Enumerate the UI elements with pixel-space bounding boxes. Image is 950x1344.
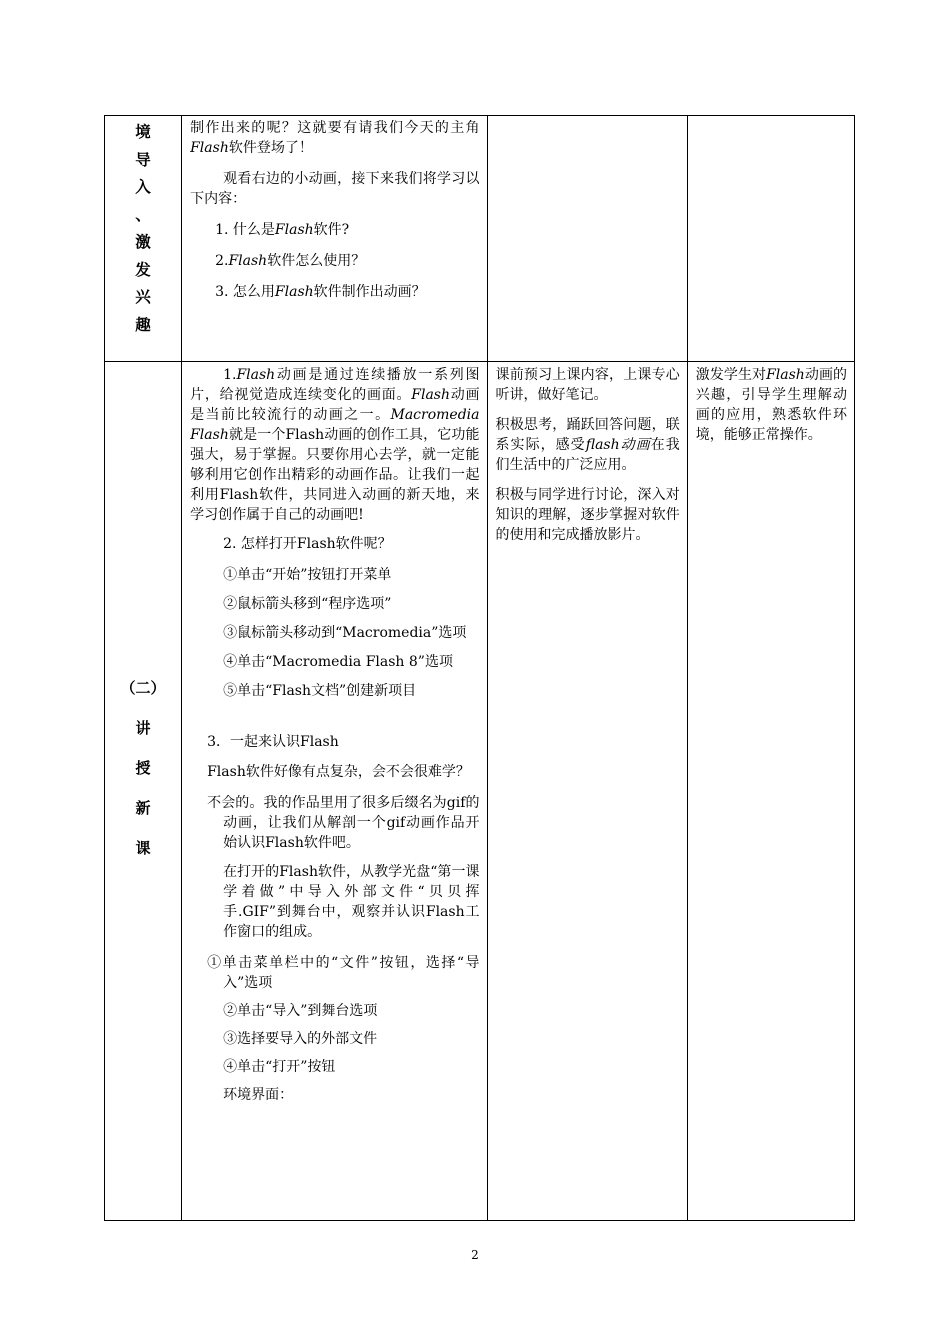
answer-paragraph: 不会的。我的作品里用了很多后缀名为gif的动画，让我们从解剖一个gif动画作品开始认识Flash软件吧。: [207, 795, 480, 851]
intro-paragraph: 制作出来的呢？这就要有请我们今天的主角Flash软件登场了！: [190, 120, 480, 156]
stage-cell-new-lesson: [105, 362, 182, 1221]
student-paragraph: 课前预习上课内容，上课专心听讲，做好笔记。: [495, 367, 680, 403]
flash-definition-paragraph: 1.Flash动画是通过连续播放一系列图片，给视觉造成连续变化的画面。Flash动画是当前比较流行的动画之一。Macromedia Flash就是一个Flash动画的创作工具，它功能强大，易于掌握。只要你用心去学，就一定能够利用它创作出精彩的动画作品。让我们一起利用Flash软件，共同进入动画的新天地，来学习创作属于自己的动画吧!: [190, 367, 480, 523]
stage-char: 入: [135, 178, 151, 196]
stage-char: 新: [135, 799, 151, 817]
instruction-paragraph: 在打开的Flash软件，从教学光盘“第一课学着做”中导入外部文件“贝贝挥手.GIF”到舞台中，观察并认识Flash工作窗口的组成。: [223, 864, 480, 940]
lesson-plan-table: [104, 115, 855, 1221]
environment-label: 环境界面：: [223, 1087, 294, 1103]
table-row-new-lesson: [105, 362, 855, 1221]
question-item: 3. 怎么用Flash软件制作出动画？: [215, 284, 426, 300]
section-heading: 3．一起来认识Flash: [207, 734, 339, 750]
stage-number: （二）: [120, 679, 166, 697]
stage-char: 讲: [135, 719, 151, 737]
stage-char: 兴: [135, 288, 151, 306]
watch-paragraph: 观看右边的小动画，接下来我们将学习以下内容：: [190, 171, 480, 207]
stage-char: 趣: [135, 315, 151, 334]
design-purpose-intro: [687, 116, 854, 362]
stage-char: 发: [135, 260, 151, 279]
section-heading: 2. 怎样打开Flash软件呢？: [223, 536, 392, 552]
stage-char: 导: [135, 150, 151, 169]
import-step: ③选择要导入的外部文件: [223, 1031, 378, 1047]
stage-char: 激: [135, 233, 151, 251]
question-paragraph: Flash软件好像有点复杂，会不会很难学？: [207, 764, 470, 780]
student-activity-new-lesson: [487, 362, 687, 1221]
open-step: ①单击“开始”按钮打开菜单: [223, 567, 392, 583]
student-paragraph: 积极思考，踊跃回答问题，联系实际，感受flash动画在我们生活中的广泛应用。: [495, 417, 680, 473]
import-step: ④单击“打开”按钮: [223, 1059, 336, 1075]
design-purpose-new-lesson: [687, 362, 854, 1221]
page-number: 2: [471, 1248, 479, 1262]
teacher-activity-intro: [182, 116, 487, 362]
open-step: ③鼠标箭头移动到“Macromedia”选项: [223, 625, 467, 641]
open-step: ②鼠标箭头移到“程序选项”: [223, 596, 392, 612]
stage-char: 课: [135, 839, 151, 857]
student-activity-intro: [487, 116, 687, 362]
student-paragraph: 积极与同学进行讨论，深入对知识的理解，逐步掌握对软件的使用和完成播放影片。: [495, 487, 680, 543]
open-step: ④单击“Macromedia Flash 8”选项: [223, 654, 453, 670]
question-item: 2.Flash软件怎么使用？: [215, 253, 366, 269]
import-step: ②单击“导入”到舞台选项: [223, 1003, 378, 1019]
stage-char: 、: [135, 205, 151, 224]
teacher-activity-new-lesson: [182, 362, 487, 1221]
purpose-paragraph: 激发学生对Flash动画的兴趣，引导学生理解动画的应用，熟悉软件环境，能够正常操作。: [695, 367, 848, 443]
stage-cell-intro: [105, 116, 182, 362]
import-step: ①单击菜单栏中的“文件”按钮，选择“导入”选项: [207, 955, 480, 991]
table-row-intro: [105, 116, 855, 362]
stage-char: 境: [135, 123, 151, 141]
question-item: 1. 什么是Flash软件?: [215, 222, 350, 238]
open-step: ⑤单击“Flash文档”创建新项目: [223, 683, 417, 699]
stage-char: 授: [135, 759, 151, 777]
